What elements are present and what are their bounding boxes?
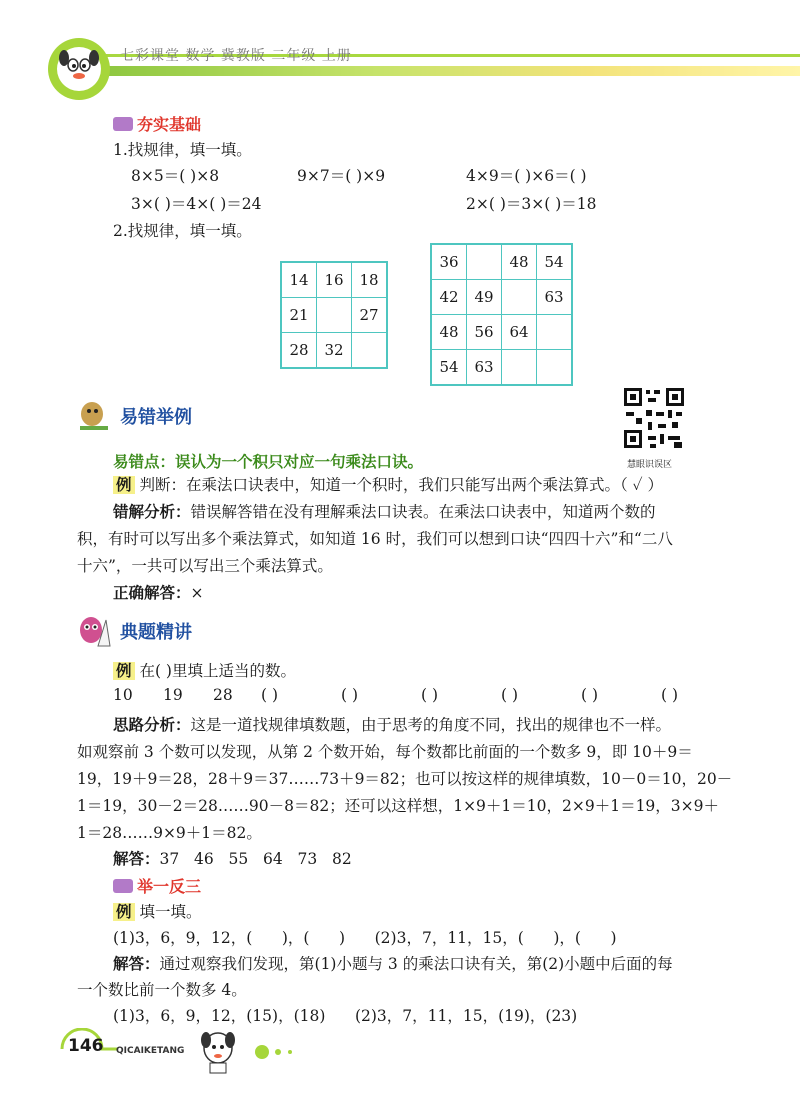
analysis-label: 思路分析： — [113, 716, 191, 734]
character-icon — [76, 614, 112, 648]
answer-text: 通过观察我们发现，第(1)小题与 3 的乘法口诀有关，第(2)小题中后面的每 — [159, 955, 673, 973]
example-line — [113, 473, 663, 495]
number-sequence — [113, 686, 721, 704]
analysis-text: 这是一道找规律填数题，由于思考的角度不同，找出的规律也不一样。 — [190, 716, 672, 734]
sequence-blank[interactable]: ( ) — [501, 686, 519, 704]
grid-cell[interactable] — [502, 280, 537, 315]
answer-text: 一个数比前一个数多 4。 — [77, 981, 247, 999]
grid-cell[interactable] — [352, 333, 388, 369]
example-line — [113, 659, 296, 681]
grid-cell: 18 — [352, 262, 388, 298]
sequence-blank[interactable]: ( ) — [581, 686, 599, 704]
answer-label: 解答： — [113, 850, 160, 868]
sequence-item: 19 — [163, 686, 183, 704]
section-title: 夯实基础 — [137, 115, 202, 134]
header-title: 七彩课堂 数学 冀教版 二年级 上册 — [120, 48, 352, 64]
grid-cell[interactable] — [537, 350, 573, 386]
answer-label: 解答： — [113, 955, 160, 973]
analysis-label: 错解分析： — [113, 503, 191, 521]
section-examples-heading — [76, 614, 192, 648]
mistake-point: 易错点：误认为一个积只对应一句乘法口诀。 — [113, 453, 424, 471]
grid-cell: 63 — [467, 350, 502, 386]
grid-cell: 64 — [502, 315, 537, 350]
qr-code[interactable] — [622, 386, 686, 450]
grid-cell: 54 — [537, 244, 573, 280]
sequence-item: 28 — [213, 686, 233, 704]
grid-cell: 27 — [352, 298, 388, 333]
sequence-blank[interactable]: ( ) — [661, 686, 679, 704]
answer-final: (1)3，6，9，12，(15)，(18) (2)3，7，11，15，(19)，(23) — [113, 1007, 578, 1025]
grid-cell: 54 — [431, 350, 467, 386]
number-grid-a — [280, 261, 388, 369]
analysis-text: 1＝28……9×9＋1＝82。 — [77, 824, 262, 842]
grid-cell: 42 — [431, 280, 467, 315]
grid-cell[interactable] — [502, 350, 537, 386]
analysis-text: 19，19＋9＝28，28＋9＝37……73＋9＝82；也可以按这样的规律填数，10－0＝10，20－ — [77, 770, 733, 788]
analysis-text: 1＝19，30－2＝28……90－8＝82；还可以这样想，1×9＋1＝10，2×9＋1＝19，3×9＋ — [77, 797, 720, 815]
grid-cell: 36 — [431, 244, 467, 280]
example-text: 判断：在乘法口诀表中，知道一个积时，我们只能写出两个乘法算式。（ ✓ ） — [139, 476, 664, 494]
correct-answer-line — [113, 581, 204, 603]
grid-cell: 56 — [467, 315, 502, 350]
header-color-band — [95, 66, 800, 76]
answer-value: × — [190, 584, 204, 602]
sequence-blank[interactable]: ( ) — [341, 686, 359, 704]
analysis-text: 积，有时可以写出多个乘法算式，如知道 16 时，我们可以想到口诀“四四十六”和“二八 — [77, 530, 673, 548]
sequence-blank[interactable]: ( ) — [421, 686, 439, 704]
q1-item: 2×( )＝3×( )＝18 — [466, 195, 597, 213]
book-icon — [113, 117, 133, 131]
grid-cell: 28 — [281, 333, 317, 369]
answer-label: 正确解答： — [113, 584, 191, 602]
q1-item: 8×5＝( )×8 — [131, 167, 220, 185]
section-mistakes-heading — [76, 400, 192, 432]
grid-cell: 63 — [537, 280, 573, 315]
q1-item: 3×( )＝4×( )＝24 — [131, 195, 262, 213]
analysis-text: 十六”，一共可以写出三个乘法算式。 — [77, 557, 333, 575]
practice-question: (1)3，6，9，12，( )，( ) (2)3，7，11，15，( )，( ) — [113, 929, 617, 947]
analysis-line — [113, 713, 671, 735]
header-logo-circle — [48, 38, 110, 100]
example-tag: 例 — [113, 662, 135, 680]
grid-cell: 32 — [317, 333, 352, 369]
footer-brand: QICAIKETANG — [116, 1046, 185, 1056]
mascot-footer-icon — [196, 1026, 306, 1076]
grid-cell: 21 — [281, 298, 317, 333]
example-text: 在( )里填上适当的数。 — [139, 662, 296, 680]
answer-line — [113, 952, 673, 974]
section-practice-heading — [113, 874, 201, 897]
page-number: 146 — [68, 1036, 104, 1056]
analysis-line — [113, 500, 656, 522]
mascot-icon — [48, 38, 110, 100]
qr-caption: 慧眼识误区 — [627, 460, 673, 470]
grid-cell: 16 — [317, 262, 352, 298]
answer-value: 37 46 55 64 73 82 — [159, 850, 352, 868]
example-line — [113, 900, 201, 922]
grid-cell[interactable] — [537, 315, 573, 350]
grid-cell[interactable] — [317, 298, 352, 333]
example-tag: 例 — [113, 903, 135, 921]
section-basics-heading — [113, 112, 201, 135]
sequence-blank[interactable]: ( ) — [261, 686, 279, 704]
grid-cell: 49 — [467, 280, 502, 315]
example-tag: 例 — [113, 476, 135, 494]
grid-cell: 14 — [281, 262, 317, 298]
grid-cell: 48 — [431, 315, 467, 350]
sequence-item: 10 — [113, 686, 133, 704]
question-1-label: 1.找规律，填一填。 — [113, 141, 252, 159]
grid-cell: 48 — [502, 244, 537, 280]
qr-code-icon — [622, 386, 686, 450]
section-title: 易错举例 — [120, 407, 192, 428]
section-title: 典题精讲 — [120, 622, 192, 643]
grid-cell[interactable] — [467, 244, 502, 280]
question-2-label: 2.找规律，填一填。 — [113, 222, 252, 240]
q1-item: 4×9＝( )×6＝( ) — [466, 167, 587, 185]
analysis-text: 如观察前 3 个数可以发现，从第 2 个数开始，每个数都比前面的一个数多 9，即 10＋9＝ — [77, 743, 693, 761]
book-icon — [113, 879, 133, 893]
example-text: 填一填。 — [139, 903, 202, 921]
answer-line — [113, 847, 352, 869]
analysis-text: 错误解答错在没有理解乘法口诀表。在乘法口诀表中，知道两个数的 — [190, 503, 656, 521]
character-icon — [76, 400, 112, 432]
section-title: 举一反三 — [137, 877, 202, 896]
q1-item: 9×7＝( )×9 — [297, 167, 386, 185]
number-grid-b — [430, 243, 573, 386]
